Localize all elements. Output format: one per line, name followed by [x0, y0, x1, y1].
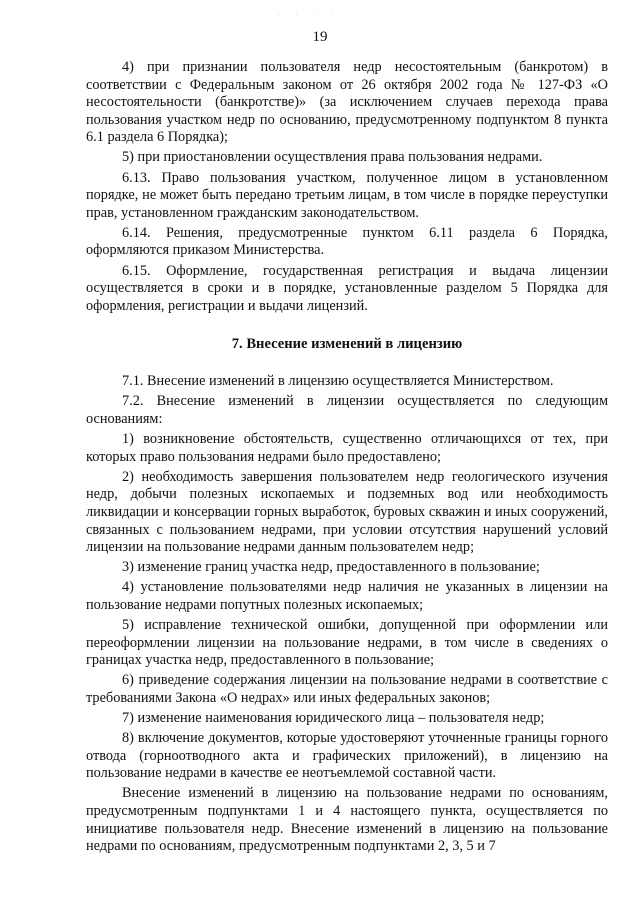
paragraph-7-2: 7.2. Внесение изменений в лицензии осуществляется по следующим основаниям: [86, 393, 608, 427]
paragraph-ground-2: 2) необходимость завершения пользователем недр геологического изучения недр, добычи полезных ископаемых и подземных вод или необходимость ликвидации и консервации горных выработок, буровых скважин и иных сооружений, связанных с пользованием недрами, при условии отсутствия нарушений условий лицензии на пользование недрами данным пользователем недр; [86, 468, 608, 556]
paragraph-ground-1: 1) возникновение обстоятельств, существенно отличающихся от тех, при которых право пользования недрами было предоставлено; [86, 431, 608, 465]
paragraph-6-13: 6.13. Право пользования участком, полученное лицом в установленном порядке, не может быть передано третьим лицам, в том числе в порядке переуступки прав, установленном гражданским законодательством. [86, 169, 608, 221]
paragraph-7-1: 7.1. Внесение изменений в лицензию осуществляется Министерством. [122, 373, 554, 390]
page-number: 19 [312, 29, 328, 45]
paragraph-ground-3: 3) изменение границ участка недр, предоставленного в пользование; [122, 559, 540, 576]
paragraph-ground-7: 7) изменение наименования юридического лица – пользователя недр; [122, 710, 545, 726]
paragraph-item-4-bankruptcy: 4) при признании пользователя недр несостоятельным (банкротом) в соответствии с Федеральным законом от 26 октября 2002 года № 127-ФЗ «О несостоятельности (банкротстве)» (за исключением случаев перехода права пользования участком недр по основанию, предусмотренному подпунктом 8 пункта 6.1 раздела 6 Порядка); [86, 59, 608, 146]
section-heading: 7. Внесение изменений в лицензию [231, 336, 463, 353]
paragraph-item-5-suspension: 5) при приостановлении осуществления права пользования недрами. [122, 149, 543, 166]
paragraph-6-15: 6.15. Оформление, государственная регистрация и выдача лицензии осуществляется в сроки и в порядке, установленные разделом 5 Порядка для оформления, регистрации и выдачи лицензий. [86, 262, 608, 314]
paragraph-6-14: 6.14. Решения, предусмотренные пунктом 6.11 раздела 6 Порядка, оформляются приказом Министерства. [86, 224, 608, 259]
scan-specks: · · · · [278, 12, 340, 18]
paragraph-ground-8: 8) включение документов, которые удостоверяют уточненные границы горного отвода (горноотводного акта и графических приложений), в лицензию на пользование недрами в качестве ее неотъемлемой составной части. [86, 730, 608, 782]
paragraph-initiative: Внесение изменений в лицензию на пользование недрами по основаниям, предусмотренным подпунктами 1 и 4 настоящего пункта, осуществляется по инициативе пользователя недр. Внесение изменений в лицензию на пользование недрами по основаниям, предусмотренным подпунктами 2, 3, 5 и 7 [86, 785, 608, 855]
paragraph-ground-4: 4) установление пользователями недр наличия не указанных в лицензии на пользование недрами попутных полезных ископаемых; [86, 579, 608, 613]
paragraph-ground-5: 5) исправление технической ошибки, допущенной при оформлении или переоформлении лицензии на пользование недрами, в том числе в сведениях о границах участка недр, предоставленного в пользование; [86, 617, 608, 669]
document-body [86, 59, 608, 856]
paragraph-ground-6: 6) приведение содержания лицензии на пользование недрами в соответствие с требованиями Закона «О недрах» или иных федеральных законов; [86, 672, 608, 706]
